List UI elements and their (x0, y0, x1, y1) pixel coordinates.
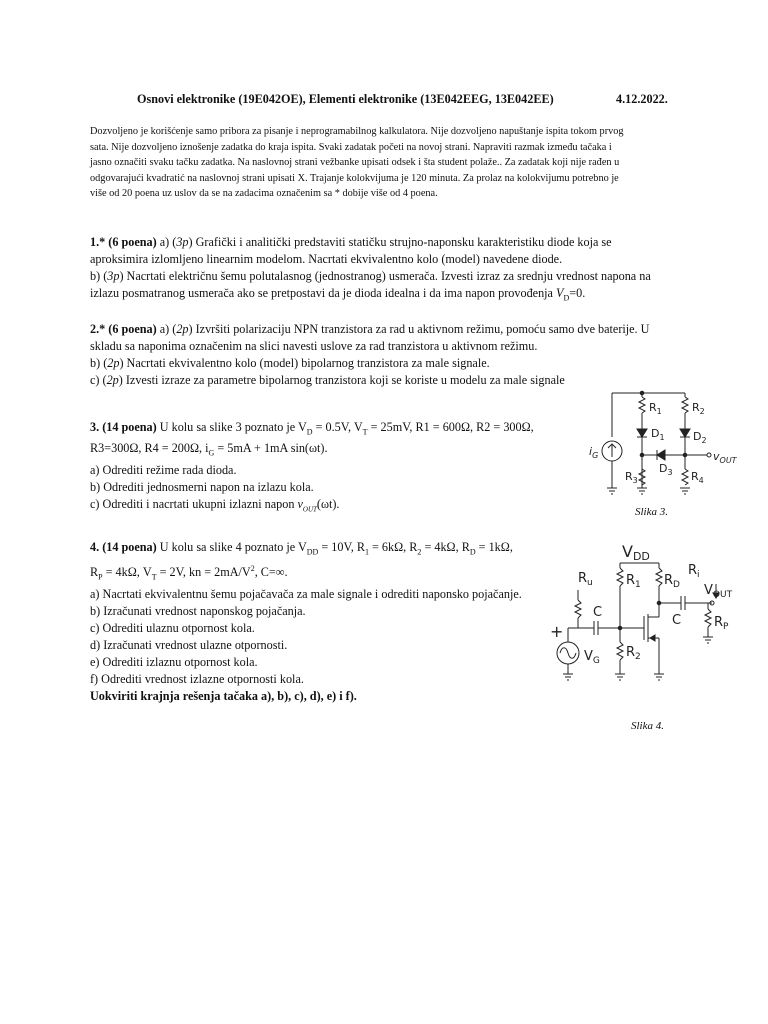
instruction-line: više od 20 poena uz uslov da se na zadacima označenim sa * dobije više od 4 poena. (90, 188, 438, 200)
svg-text:C: C (593, 605, 603, 620)
resistor-r4 (682, 469, 688, 485)
resistor-r1 (639, 397, 645, 413)
svg-text:C: C (672, 613, 682, 628)
svg-text:+: + (550, 622, 564, 641)
problem-4: 4. (14 poena) U kolu sa slike 4 poznato je $V_{DD} = 10V$, $R_1 = 6k\Omega$, $R_2 = 4k\Omega$, $R_D = 1k\Omega$, $R_P = 4k\Omega$, $V_T = 2V$, kn = $2mA/V^2$, C=∞. a) Nacrtati ekvivalentnu šemu pojačavača za male signale i odrediti naponsko pojačanje. b) Izračunati vrednost naponskog pojačanja. c) Odrediti ulaznu otpornost kola. d) Izračunati vrednost ulazne otpornosti. e) Odrediti izlaznu otpornost kola. f) Odrediti vrednost izlazne otpornosti kola. Uokviriti krajnja rešenja tačaka a), b), c), d), e) i f). (90, 540, 522, 703)
resistor-rd (656, 568, 662, 586)
output-terminal (707, 453, 711, 457)
exam-title: Osnovi elektronike (19E042OE), Elementi elektronike (13E042EEG, 13E042EE) (137, 92, 554, 106)
figure-3-caption: Slika 3. (635, 506, 668, 518)
problem-1: 1.* (6 poena) a) (3p) Grafički i analitički predstaviti statičku strujno-naponsku karakteristiku diode koja se aproksimira izlomljeno linearnim modelom. Nacrtati ekvivalentno kolo (model) navedene diode. b) (3p) Nacrtati električnu šemu polutalasnog (jednostranog) usmerača. Izvesti izraz za srednju vrednost napona na izlazu posmatranog usmerača ako se pretpostavi da je dioda idealna i da ima napon provođenja $V_D=0$. (90, 235, 651, 303)
instruction-line: sata. Nije dozvoljeno iznošenje zadatka do kraja ispita. Svaki zadatak početi na novoj strani. Napraviti razmak između tačaka i (90, 141, 612, 153)
resistor-r2 (617, 642, 623, 660)
resistor-r2 (682, 397, 688, 413)
diode-d1 (637, 429, 647, 437)
svg-text:iG: $i_G$ (589, 445, 599, 460)
problem-3-heading: 3. (14 poena) (90, 420, 157, 434)
svg-text:VOUT: $V_{OUT}$ (704, 583, 733, 600)
svg-text:R2: $R_2$ (692, 401, 705, 416)
problem-2: 2.* (6 poena) a) (2p) Izvršiti polarizaciju NPN tranzistora za rad u aktivnom režimu, pomoću samo dve baterije. U skladu sa naponima označenim na slici navesti uslove za rad tranzistora u aktivnom režimu. b) (2p) Nacrtati ekvivalentno kolo (model) bipolarnog tranzistora za male signale. c) (2p) Izvesti izraze za parametre bipolarnog tranzistora koji se koriste u modelu za male signale (90, 322, 650, 387)
svg-text:R4: $R_4$ (691, 470, 704, 485)
svg-text:R2: $R_2$ (626, 645, 641, 662)
svg-text:R1: $R_1$ (626, 573, 641, 590)
svg-text:vOUT: $v_{OUT}$ (713, 450, 737, 465)
svg-text:RP: $R_P$ (714, 615, 729, 632)
svg-text:R3: $R_3$ (625, 470, 638, 485)
instruction-line: Dozvoljeno je korišćenje samo pribora za pisanje i neprogramabilnog kalkulatora. Nije dozvoljeno napuštanje ispita tokom prvog (90, 126, 624, 137)
figure-3-circuit (585, 385, 750, 500)
svg-text:VDD: VDD (622, 542, 650, 563)
problem-1-heading: 1.* (6 poena) (90, 235, 157, 249)
instruction-line: jasno označiti svaku tačku zadatka. Na naslovnoj strani vežbanke upisati odsek i šta student polaže.. Za zadatak koji nije rađen u (90, 157, 620, 169)
final-instruction: Uokviriti krajnja rešenja tačaka a), b), c), d), e) i f). (90, 688, 357, 703)
resistor-rp (705, 609, 711, 627)
problem-4-heading: 4. (14 poena) (90, 540, 157, 554)
problem-3: 3. (14 poena) U kolu sa slike 3 poznato je $V_D = 0.5V$, $V_T = 25mV$, R1 = 600Ω, R2 = 300Ω, R3=300Ω, R4 = 200Ω, $i_G = 5mA + 1mA$ sin(ωt). a) Odrediti režime rada dioda. b) Odrediti jednosmerni napon na izlazu kola. c) Odrediti i nacrtati ukupni izlazni napon $v_{OUT}(\omega t)$. (90, 420, 534, 514)
svg-text:D2: $D_2$ (693, 430, 707, 445)
svg-text:D3: $D_3$ (659, 462, 673, 477)
svg-text:RD: $R_D$ (664, 573, 680, 590)
figure-4-caption: Slika 4. (631, 720, 664, 732)
svg-text:VG: $V_G$ (584, 649, 600, 666)
svg-text:Ru: $R_u$ (578, 571, 593, 588)
instruction-line: odgovarajući kvadratić na naslovnoj strani upisati X. Trajanje kolokvijuma je 120 minuta. Za prolaz na kolokvijumu potrebno je (90, 172, 619, 184)
svg-text:Ri: $R_i$ (688, 563, 700, 580)
figure-4-circuit (540, 538, 765, 688)
resistor-ru (575, 600, 581, 618)
diode-d2 (680, 429, 690, 437)
svg-text:R1: $R_1$ (649, 401, 662, 416)
problem-2-heading: 2.* (6 poena) (90, 322, 157, 336)
exam-date: 4.12.2022. (616, 92, 668, 106)
instructions (90, 124, 690, 202)
svg-text:D1: $D_1$ (651, 427, 665, 442)
diode-d3 (657, 450, 665, 460)
resistor-r1 (617, 568, 623, 586)
